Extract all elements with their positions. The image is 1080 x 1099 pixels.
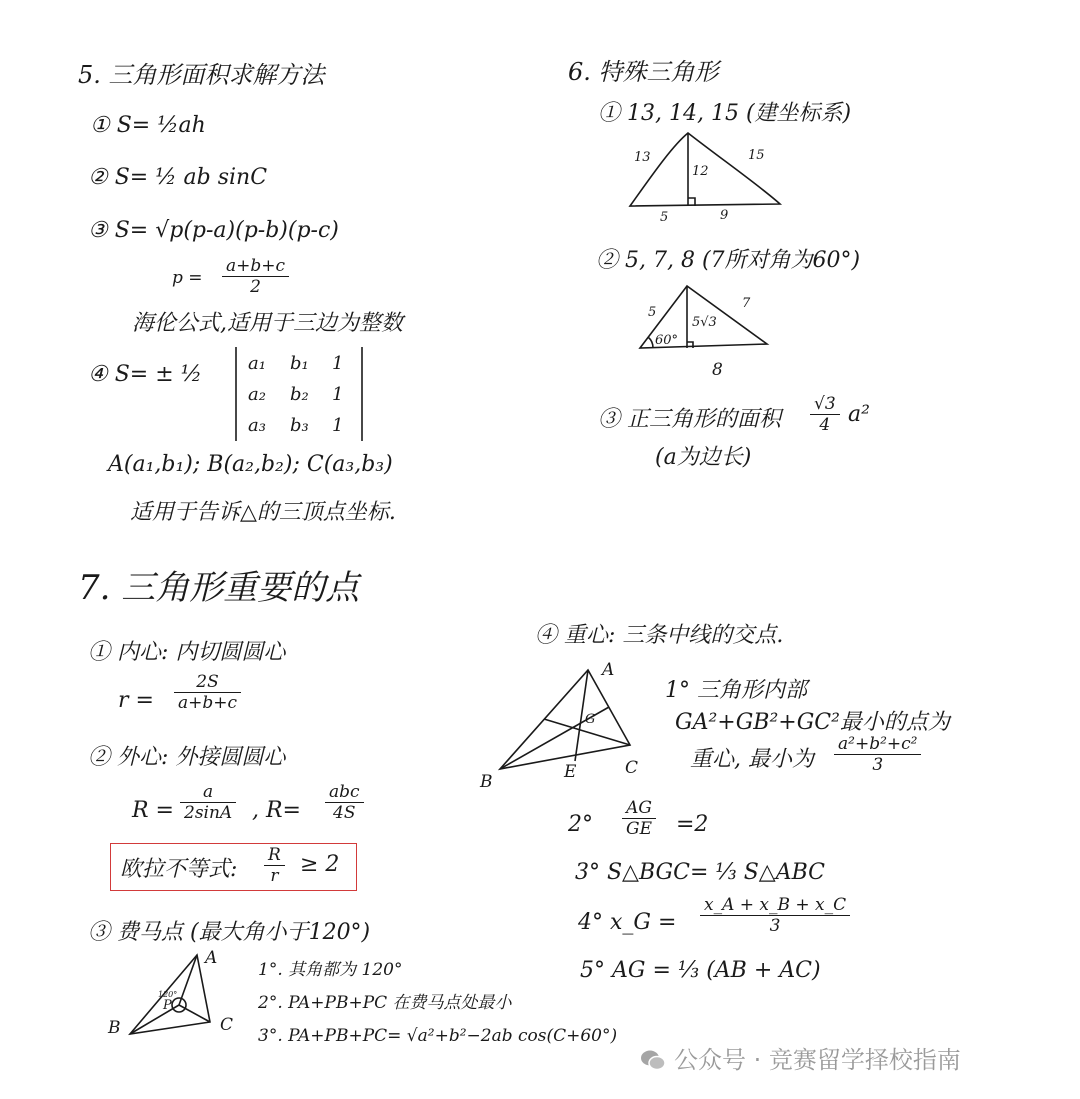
centroid-property-4-label: 4° x_G = (578, 910, 677, 935)
centroid-min-denominator: 3 (834, 754, 921, 775)
euler-fraction (264, 845, 285, 886)
special-triangle-2: ② 5, 7, 8 (7所对角为60°) (596, 248, 861, 273)
fermat-property-3: 3°. PA+PB+PC= √a²+b²−2ab cos(C+60°) (258, 1026, 618, 1046)
t2-side-b: 7 (742, 296, 751, 311)
t1-left-seg: 5 (660, 210, 669, 225)
equilateral-denominator: 4 (810, 414, 840, 435)
centroid-vertex-c: C (625, 758, 639, 778)
wechat-icon (640, 1049, 666, 1071)
t1-side-b: 15 (748, 148, 765, 163)
t2-base: 8 (712, 360, 723, 380)
area-formula-2: ② S= ½ ab sinC (88, 165, 268, 190)
centroid-property-5: 5° AG = ⅓ (AB + AC) (580, 958, 821, 983)
euler-tail: ≥ 2 (300, 852, 340, 877)
inradius-label: r = (118, 688, 154, 713)
circumcenter: ② 外心: 外接圆圆心 (88, 745, 286, 770)
heron-note: 海伦公式,适用于三边为整数 (132, 311, 403, 336)
centroid-min-fraction (834, 734, 921, 775)
determinant-row (248, 379, 352, 410)
determinant-cell: 1 (332, 353, 344, 374)
fermat-point: ③ 费马点 (最大角小于120°) (88, 920, 371, 945)
t2-height: 5√3 (692, 315, 717, 330)
centroid-property-1a: 1° 三角形内部 (665, 678, 807, 703)
centroid-vertex-b: B (480, 772, 493, 792)
determinant-row (248, 348, 352, 379)
centroid-min-numerator: a²+b²+c² (838, 734, 918, 754)
fermat-point-p: P (163, 998, 172, 1013)
section-5-title: 5. 三角形面积求解方法 (78, 61, 325, 89)
centroid-coord-fraction (700, 895, 850, 936)
centroid-triangle (495, 665, 640, 775)
section-7-title: 7. 三角形重要的点 (78, 568, 360, 608)
area-formula-3: ③ S= √p(p-a)(p-b)(p-c) (88, 218, 339, 243)
section-6-title: 6. 特殊三角形 (568, 58, 719, 86)
p-label: p = (172, 268, 203, 288)
determinant-cell: b₂ (290, 384, 309, 405)
euler-label: 欧拉不等式: (120, 857, 238, 882)
equilateral-area: ③ 正三角形的面积 (598, 407, 781, 432)
centroid-property-1c: 重心, 最小为 (690, 747, 814, 772)
area-formula-1: ① S= ½ah (90, 113, 206, 138)
equilateral-fraction (810, 394, 840, 435)
fermat-vertex-c: C (220, 1015, 234, 1035)
centroid-property-1b: GA²+GB²+GC²最小的点为 (675, 710, 950, 735)
fermat-angle-label: 120° (158, 990, 178, 999)
coordinates-note: 适用于告诉△的三顶点坐标. (130, 500, 396, 525)
vertex-coordinates: A(a₁,b₁); B(a₂,b₂); C(a₃,b₃) (108, 452, 393, 477)
centroid-title: ④ 重心: 三条中线的交点. (535, 623, 784, 648)
euler-numerator: R (268, 845, 281, 865)
t2-side-a: 5 (648, 305, 657, 320)
centroid-coord-denominator: 3 (700, 915, 850, 936)
watermark-text: 公众号 · 竞赛留学择校指南 (674, 1046, 961, 1074)
determinant-cell: 1 (332, 384, 344, 405)
fermat-vertex-b: B (108, 1018, 121, 1038)
euler-denominator: r (264, 865, 285, 886)
t1-side-a: 13 (634, 150, 651, 165)
circumradius-denominator-2: 4S (325, 802, 364, 823)
circumradius-label: R = (132, 798, 174, 823)
special-triangle-1: ① 13, 14, 15 (建坐标系) (598, 101, 852, 126)
centroid-midpoint-e: E (564, 762, 577, 782)
centroid-ratio-numerator: AG (626, 798, 652, 818)
fermat-property-2: 2°. PA+PB+PC 在费马点处最小 (258, 993, 512, 1013)
t1-right-seg: 9 (720, 208, 729, 223)
determinant-row (248, 410, 352, 441)
centroid-ratio-denominator: GE (622, 818, 656, 839)
p-denominator: 2 (222, 276, 289, 297)
circumradius-fraction-2 (325, 782, 364, 823)
inradius-fraction (174, 672, 241, 713)
p-numerator: a+b+c (226, 256, 286, 276)
circumradius-numerator-1: a (203, 782, 214, 802)
equilateral-note: (a为边长) (655, 445, 752, 470)
centroid-vertex-a: A (602, 660, 615, 680)
determinant-cell: b₃ (290, 415, 309, 436)
equilateral-numerator: √3 (814, 394, 836, 414)
centroid-point-g: G (585, 712, 596, 727)
area-formula-4-lead: ④ S= ± ½ (88, 362, 202, 387)
determinant-cell: b₁ (290, 353, 309, 374)
centroid-property-3: 3° S△BGC= ⅓ S△ABC (575, 860, 825, 885)
equilateral-tail: a² (848, 402, 870, 427)
p-fraction (222, 256, 289, 297)
inradius-denominator: a+b+c (174, 692, 241, 713)
determinant-cell: 1 (332, 415, 344, 436)
centroid-ratio-tail: =2 (676, 812, 709, 837)
determinant-cell: a₃ (248, 415, 266, 436)
circumradius-label-2: , R= (252, 798, 301, 823)
t1-height: 12 (692, 164, 709, 179)
circumradius-fraction-1 (180, 782, 236, 823)
inradius-numerator: 2S (196, 672, 219, 692)
centroid-coord-numerator: x_A + x_B + x_C (704, 895, 847, 915)
determinant-cell: a₁ (248, 353, 266, 374)
determinant-matrix (248, 348, 352, 441)
circumradius-numerator-2: abc (329, 782, 360, 802)
fermat-property-1: 1°. 其角都为 120° (258, 960, 403, 980)
determinant-cell: a₂ (248, 384, 266, 405)
centroid-property-2-label: 2° (568, 812, 593, 837)
t2-angle: 60° (655, 333, 679, 348)
centroid-ratio-fraction (622, 798, 656, 839)
circumradius-denominator-1: 2sinA (180, 802, 236, 823)
watermark (640, 1040, 961, 1075)
fermat-vertex-a: A (205, 948, 218, 968)
incenter: ① 内心: 内切圆圆心 (88, 640, 286, 665)
